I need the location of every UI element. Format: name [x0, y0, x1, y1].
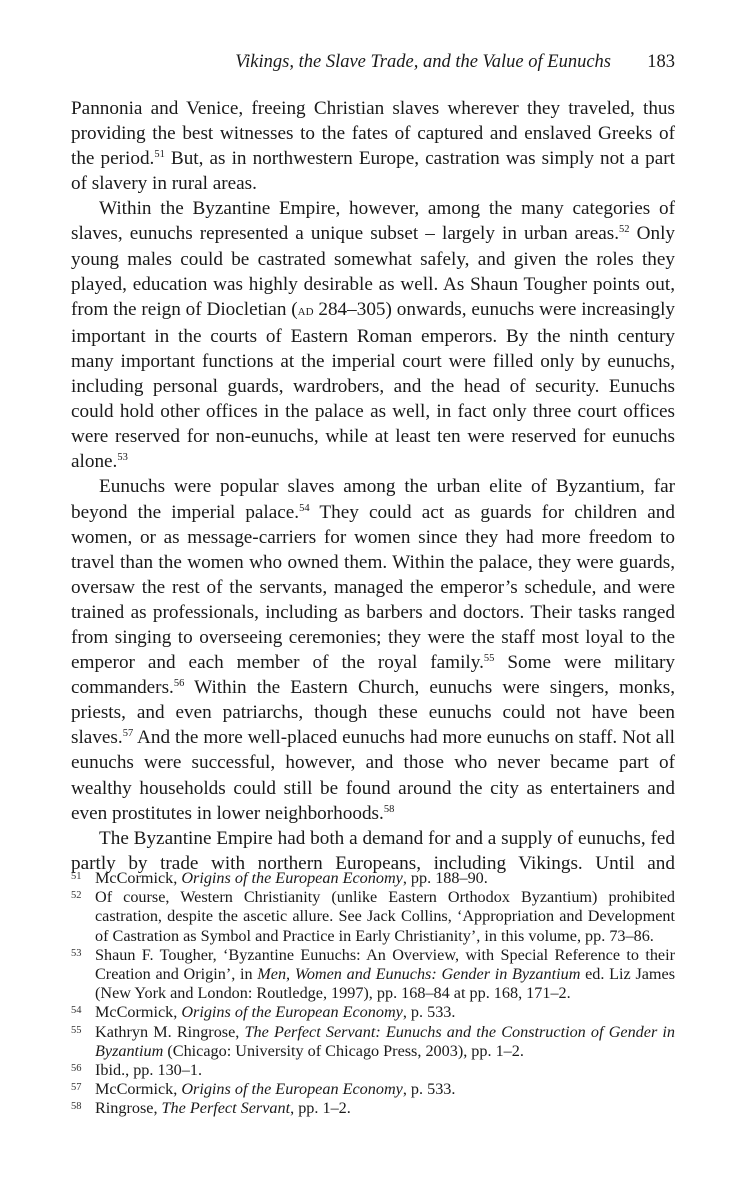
- text-run: Within the Byzantine Empire, however, among the many categories of slaves, eunuchs represented a unique subset – largely in urban areas.: [71, 198, 675, 245]
- footnote-55: [71, 1023, 675, 1061]
- text-run: Ringrose,: [95, 1099, 162, 1118]
- paragraph-2: [71, 196, 675, 474]
- text-run: McCormick,: [95, 1003, 182, 1022]
- footnote-ref-53[interactable]: 53: [117, 452, 128, 464]
- text-run: , p. 533.: [402, 1080, 456, 1099]
- text-run: ed. Liz James (New York and London: Routledge, 1997), pp. 168–84 at pp. 168, 171–2.: [95, 965, 676, 1003]
- text-run: Shaun F. Tougher, ‘Byzantine Eunuchs: An Overview, with Special Reference to their Creation and Origin’, in: [95, 945, 675, 984]
- footnote-51: [71, 869, 675, 888]
- footnote-56: [71, 1061, 675, 1080]
- book-title: The Perfect Servant: Eunuchs and the Construction of Gender in Byzantium: [95, 1022, 676, 1060]
- footnote-52: [71, 888, 675, 946]
- text-run: McCormick,: [95, 869, 182, 887]
- text-run: And the more well-placed eunuchs had more eunuchs on staff. Not all eunuchs were successful, however, and those who never became part of wealthy households could still be found around the city as entertainers and even prostitutes in lower neighborhoods.: [71, 727, 675, 824]
- book-title: Origins of the European Economy: [181, 869, 403, 887]
- footnote-ref-51[interactable]: 51: [154, 149, 165, 161]
- text-run: But, as in northwestern Europe, castration was simply not a part of slavery in rural areas.: [71, 148, 675, 195]
- footnote-number: 54: [71, 1005, 82, 1017]
- footnote-number: 55: [71, 1024, 82, 1036]
- text-run: Eunuchs were popular slaves among the urban elite of Byzantium, far beyond the imperial palace.: [71, 476, 675, 523]
- running-title: Vikings, the Slave Trade, and the Value of Eunuchs: [235, 52, 611, 72]
- footnote-58: [71, 1099, 675, 1118]
- text-run: They could act as guards for children and women, or as message-carriers for women since they had more freedom to travel than the women who owned them. Within the palace, they were guards, oversaw the rest of the servants, managed the emperor’s schedule, and were trained as professionals, including as barbers and doctors. Their tasks ranged from singing to overseeing ceremonies; they were the staff most loyal to the emperor and each member of the royal family.: [71, 501, 675, 674]
- footnote-53: [71, 946, 675, 1004]
- text-run: Within the Eastern Church, eunuchs were singers, monks, priests, and even patriarchs, though these eunuchs could not have been slaves.: [71, 677, 675, 749]
- footnote-57: [71, 1080, 675, 1099]
- text-run: Kathryn M. Ringrose,: [95, 1022, 245, 1041]
- footnote-number: 57: [71, 1082, 82, 1094]
- footnote-number: 56: [71, 1063, 82, 1075]
- footnote-ref-52[interactable]: 52: [619, 224, 630, 236]
- book-title: Men, Women and Eunuchs: Gender in Byzantium: [257, 965, 581, 984]
- book-title: The Perfect Servant: [161, 1099, 291, 1118]
- main-text: [71, 96, 675, 876]
- text-run: Ibid., pp. 130–1.: [95, 1061, 203, 1080]
- text-run: Some were military commanders.: [71, 652, 675, 699]
- text-run: , p. 533.: [402, 1003, 456, 1022]
- text-run: , pp. 188–90.: [402, 869, 488, 887]
- footnote-number: 58: [71, 1101, 82, 1113]
- footnote-ref-57[interactable]: 57: [122, 728, 134, 740]
- paragraph-3: [71, 474, 675, 825]
- footnotes: [71, 869, 675, 1119]
- text-run: The Byzantine Empire had both a demand for and a supply of eunuchs, fed partly by trade with northern Europeans, including Vikings. Until and: [71, 827, 675, 874]
- text-run: , pp. 1–2.: [290, 1099, 351, 1118]
- text-run: Only young males could be castrated somewhat safely, and given the roles they played, education was highly desirable as well. As Shaun Tougher points out, from the reign of Diocletian (: [71, 223, 676, 320]
- footnote-number: 53: [71, 947, 82, 959]
- footnote-ref-54[interactable]: 54: [299, 502, 310, 514]
- running-header: [71, 52, 675, 76]
- book-title: Origins of the European Economy: [181, 1080, 403, 1099]
- footnote-ref-58[interactable]: 58: [383, 803, 395, 815]
- text-run: 284–305) onwards, eunuchs were increasingly important in the courts of Eastern Roman emperors. By the ninth century many important functions at the imperial court were filled only by eunuchs, including personal guards, wardrobers, and the head of security. Eunuchs could hold other offices in the palace as well, in fact only three court offices were reserved for non-eunuchs, while at least ten were reserved for eunuchs alone.: [71, 298, 675, 473]
- text-run: Of course, Western Christianity (unlike Eastern Orthodox Byzantium) prohibited castration, despite the ascetic allure. See Jack Collins, ‘Appropriation and Development of Castration as Symbol and Practice in Early Christianity’, in this volume, pp. 73–86.: [95, 888, 675, 945]
- footnote-number: 51: [71, 871, 82, 882]
- footnote-number: 52: [71, 890, 82, 902]
- footnote-ref-56[interactable]: 56: [173, 678, 185, 690]
- footnote-54: [71, 1003, 675, 1022]
- footnote-ref-55[interactable]: 55: [483, 653, 495, 665]
- paragraph-1: [71, 96, 675, 196]
- era-abbreviation: ad: [297, 302, 314, 319]
- page-number: 183: [647, 52, 675, 72]
- text-run: McCormick,: [95, 1080, 182, 1099]
- text-run: (Chicago: University of Chicago Press, 2003), pp. 1–2.: [163, 1041, 524, 1060]
- book-title: Origins of the European Economy: [181, 1003, 403, 1022]
- text-run: Pannonia and Venice, freeing Christian slaves wherever they traveled, thus providing the best witnesses to the fates of captured and enslaved Greeks of the period.: [71, 98, 675, 170]
